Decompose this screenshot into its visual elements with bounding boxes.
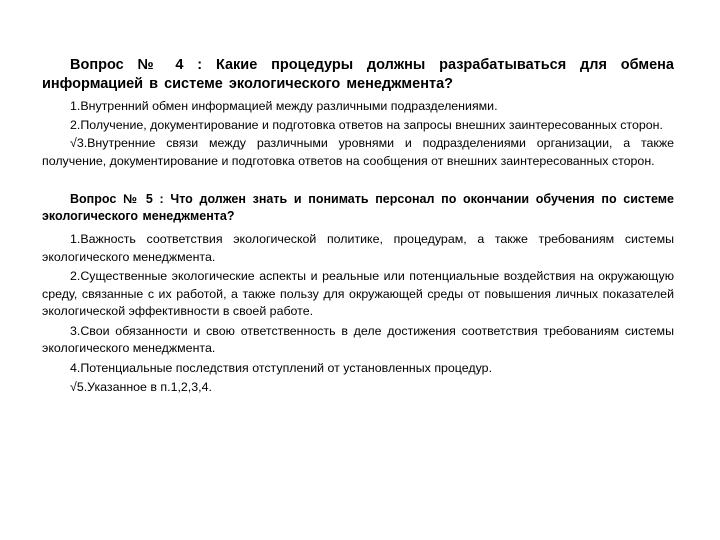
check-mark: √ — [70, 380, 77, 394]
answer-option — [42, 323, 674, 358]
answer-list — [42, 98, 674, 170]
question-4 — [42, 56, 674, 170]
answer-option — [42, 268, 674, 321]
answer-text: 1.Важность соответствия экологической политике, процедурам, а также требованиям системы экологического менеджмента. — [42, 232, 674, 264]
question-title: Вопрос № 5 : Что должен знать и понимать персонал по окончании обучения по системе экологического менеджмента? — [42, 192, 674, 223]
answer-option — [42, 360, 674, 378]
answer-option — [42, 231, 674, 266]
answer-option-correct — [42, 135, 674, 170]
question-5 — [42, 191, 674, 397]
question-title: Вопрос № 4 : Какие процедуры должны разрабатываться для обмена информацией в системе экологического менеджмента? — [42, 57, 674, 92]
answer-text: 4.Потенциальные последствия отступлений от установленных процедур. — [70, 360, 493, 375]
answer-text: 3.Свои обязанности и свою ответственность в деле достижения соответствия требованиям системы экологического менеджмента. — [42, 323, 674, 355]
document-page — [42, 56, 674, 399]
answer-text: 2.Получение, документирование и подготовка ответов на запросы внешних заинтересованных сторон. — [70, 117, 663, 132]
answer-text: 3.Внутренние связи между различными уровнями и подразделениями организации, а также получение, документирование и подготовка ответов на сообщения от внешних заинтересованных сторон. — [42, 136, 674, 168]
answer-list — [42, 231, 674, 397]
answer-text: 2.Существенные экологические аспекты и реальные или потенциальные воздействия на окружающую среду, связанные с их работой, а также пользу для окружающей среды от повышения личных показателей экологической эффективности в своей работе. — [42, 269, 674, 318]
answer-text: 5.Указанное в п.1,2,3,4. — [76, 380, 212, 394]
answer-option — [42, 117, 674, 135]
check-mark: √ — [70, 136, 77, 150]
answer-option-correct — [42, 379, 674, 397]
answer-text: 1.Внутренний обмен информацией между различными подразделениями. — [70, 99, 498, 113]
answer-option — [42, 98, 674, 116]
